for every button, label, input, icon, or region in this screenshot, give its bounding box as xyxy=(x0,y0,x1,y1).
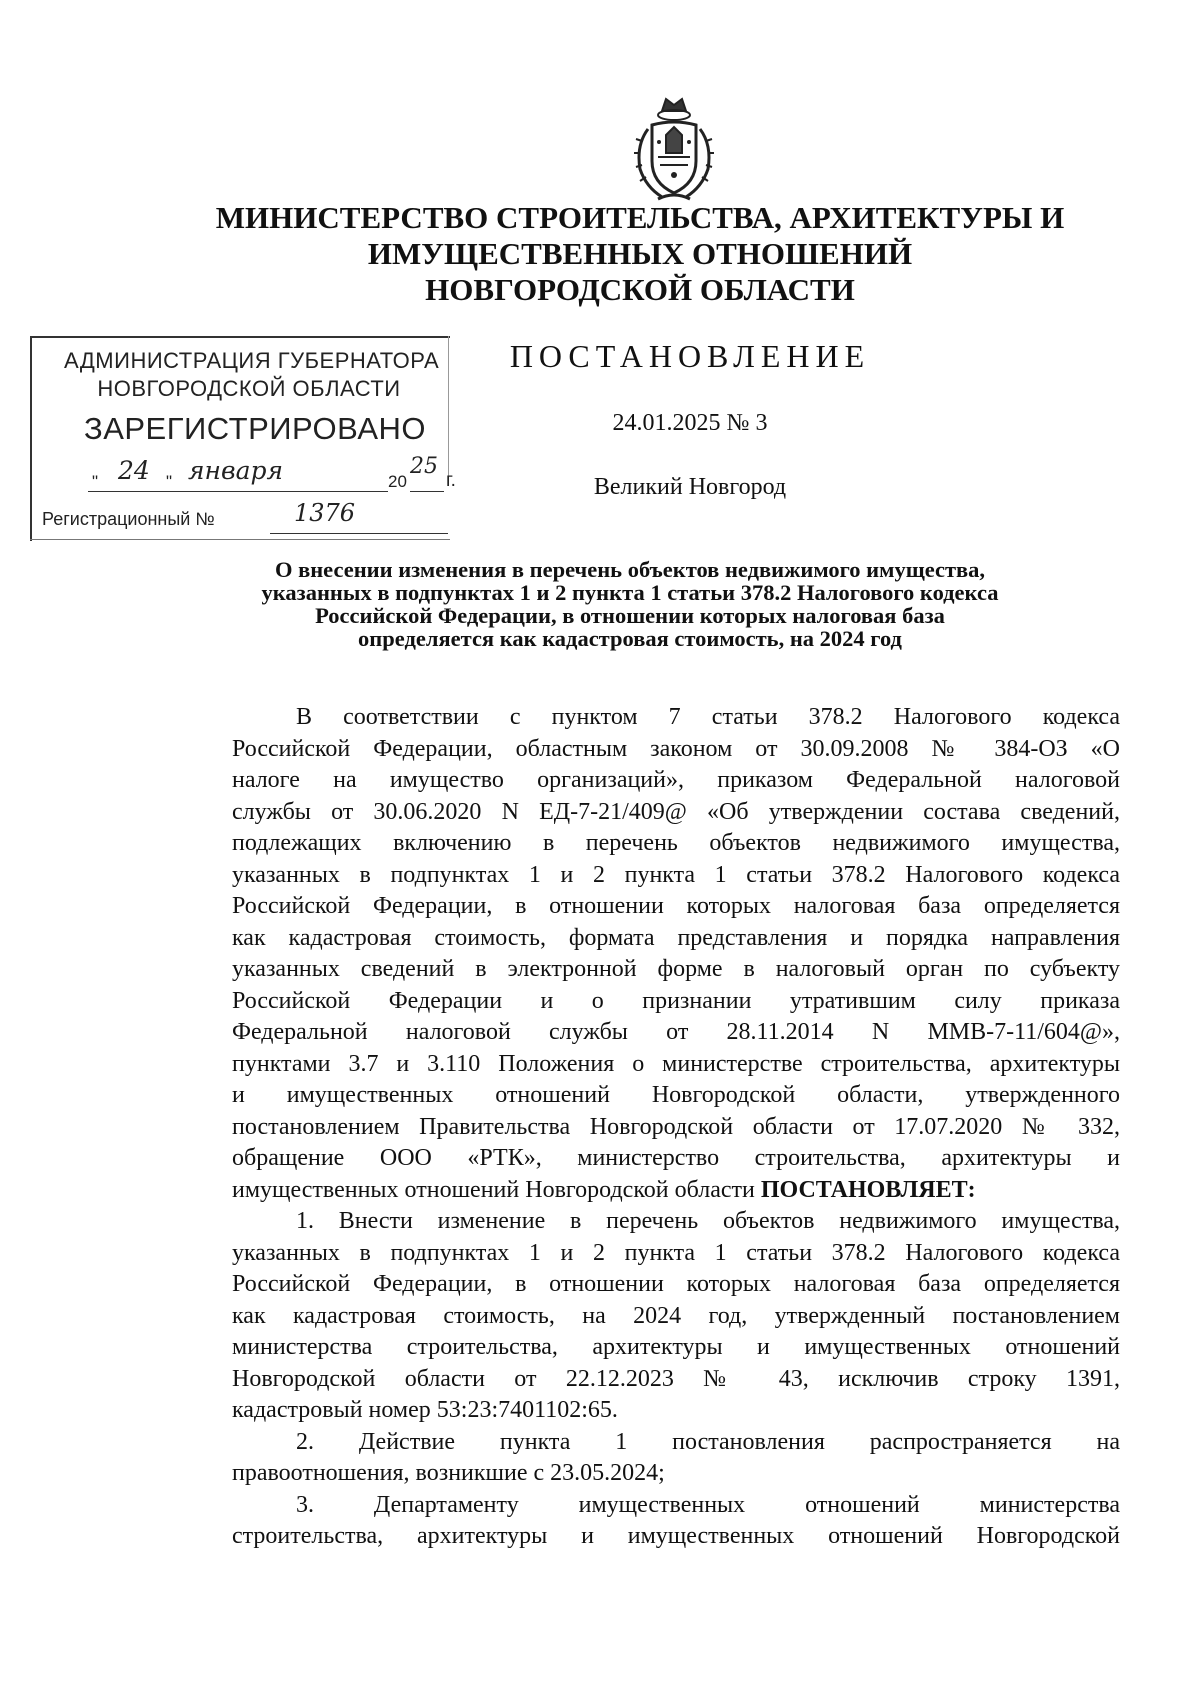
stamp-handwritten-month: января xyxy=(188,456,284,485)
stamp-handwritten-registration-number: 1376 xyxy=(294,499,356,527)
body-line: указанных в подпунктах 1 и 2 пункта 1 статьи 378.2 Налогового кодекса xyxy=(232,1239,1120,1266)
ministry-line-1: МИНИСТЕРСТВО СТРОИТЕЛЬСТВА, АРХИТЕКТУРЫ И xyxy=(215,200,1065,235)
stamp-year-underline xyxy=(410,491,444,492)
subject-line-1: О внесении изменения в перечень объектов недвижимого имущества, xyxy=(274,557,986,582)
stamp-date-underline xyxy=(88,491,388,492)
stamp-quote-close: " xyxy=(166,472,173,491)
body-line: и имущественных отношений Новгородской области, утвержденного xyxy=(232,1082,1120,1108)
body-line: постановлением Правительства Новгородской области от 17.07.2020 № 332, xyxy=(232,1113,1120,1140)
document-date-number: 24.01.2025 № 3 xyxy=(612,410,768,436)
body-line-text: имущественных отношений Новгородской области xyxy=(232,1176,755,1203)
body-line: Федеральной налоговой службы от 28.11.2014 N ММВ-7-11/604@», xyxy=(232,1019,1120,1045)
ministry-header xyxy=(200,200,1080,308)
body-line: 3. Департаменту имущественных отношений министерства xyxy=(296,1491,1120,1518)
registration-stamp xyxy=(30,336,456,541)
body-line: обращение ООО «РТК», министерство строительства, архитектуры и xyxy=(232,1145,1120,1171)
body-line: министерства строительства, архитектуры и имущественных отношений xyxy=(232,1334,1120,1360)
body-line: указанных в подпунктах 1 и 2 пункта 1 статьи 378.2 Налогового кодекса xyxy=(232,861,1120,888)
subject-line-4: определяется как кадастровая стоимость, на 2024 год xyxy=(358,626,902,651)
body-line: пунктами 3.7 и 3.110 Положения о министерстве строительства, архитектуры xyxy=(232,1050,1120,1077)
body-line: Новгородской области от 22.12.2023 № 43, исключив строку 1391, xyxy=(232,1365,1120,1392)
stamp-year-suffix: г. xyxy=(446,470,456,491)
stamp-organization-line-2: НОВГОРОДСКОЙ ОБЛАСТИ xyxy=(97,376,401,401)
coat-of-arms-emblem xyxy=(628,95,720,207)
document-body xyxy=(232,702,1120,1553)
ministry-line-3: НОВГОРОДСКОЙ ОБЛАСТИ xyxy=(425,272,855,307)
stamp-quote-open: " xyxy=(92,472,99,491)
body-line: службы от 30.06.2020 N ЕД-7-21/409@ «Об утверждении состава сведений, xyxy=(232,798,1120,825)
body-line: правоотношения, возникшие с 23.05.2024; xyxy=(232,1460,665,1486)
subject-line-2: указанных в подпунктах 1 и 2 пункта 1 статьи 378.2 Налогового кодекса xyxy=(261,580,999,605)
body-line: как кадастровая стоимость, формата представления и порядка направления xyxy=(232,924,1120,951)
stamp-year-prefix: 20 xyxy=(388,472,407,491)
stamp-handwritten-year: 25 xyxy=(410,454,438,479)
ministry-line-2: ИМУЩЕСТВЕННЫХ ОТНОШЕНИЙ xyxy=(367,236,913,271)
stamp-border-top xyxy=(30,336,450,338)
subject-line-3: Российской Федерации, в отношении которых налоговая база xyxy=(315,603,945,628)
body-line: 2. Действие пункта 1 постановления распространяется на xyxy=(296,1428,1120,1455)
document-type-title: ПОСТАНОВЛЕНИЕ xyxy=(509,338,871,374)
body-line: Российской Федерации, в отношении которых налоговая база определяется xyxy=(232,1271,1120,1297)
stamp-organization-line-1: АДМИНИСТРАЦИЯ ГУБЕРНАТОРА xyxy=(64,348,440,373)
body-line: Российской Федерации, областным законом от 30.09.2008 № 384-ОЗ «О xyxy=(232,735,1120,762)
decree-keyword: ПОСТАНОВЛЯЕТ: xyxy=(760,1176,976,1203)
body-line: налоге на имущество организаций», приказом Федеральной налоговой xyxy=(232,767,1120,793)
stamp-registered-label: ЗАРЕГИСТРИРОВАНО xyxy=(83,411,426,446)
body-line: кадастровый номер 53:23:7401102:65. xyxy=(232,1397,618,1423)
document-place: Великий Новгород xyxy=(593,474,787,500)
body-line-with-decree xyxy=(232,1175,1120,1207)
stamp-handwritten-day: 24 xyxy=(118,456,150,485)
stamp-date-row xyxy=(60,454,456,498)
stamp-border-bottom xyxy=(30,539,450,540)
stamp-registration-number-label: Регистрационный № xyxy=(42,509,215,529)
body-line: указанных сведений в электронной форме в налоговый орган по субъекту xyxy=(232,956,1120,982)
body-line: строительства, архитектуры и имущественных отношений Новгородской xyxy=(232,1523,1120,1549)
body-line: Российской Федерации и о признании утратившим силу приказа xyxy=(232,987,1120,1014)
body-line: подлежащих включению в перечень объектов недвижимого имущества, xyxy=(232,830,1120,856)
stamp-border-left xyxy=(30,336,32,541)
body-line: как кадастровая стоимость, на 2024 год, утвержденный постановлением xyxy=(232,1302,1120,1329)
body-line: В соответствии с пунктом 7 статьи 378.2 Налогового кодекса xyxy=(296,704,1120,730)
stamp-registration-number-row xyxy=(42,501,442,533)
body-line: 1. Внести изменение в перечень объектов недвижимого имущества, xyxy=(296,1208,1120,1234)
document-subject xyxy=(180,558,1080,650)
body-line: Российской Федерации, в отношении которых налоговая база определяется xyxy=(232,893,1120,919)
stamp-number-underline xyxy=(270,533,448,534)
